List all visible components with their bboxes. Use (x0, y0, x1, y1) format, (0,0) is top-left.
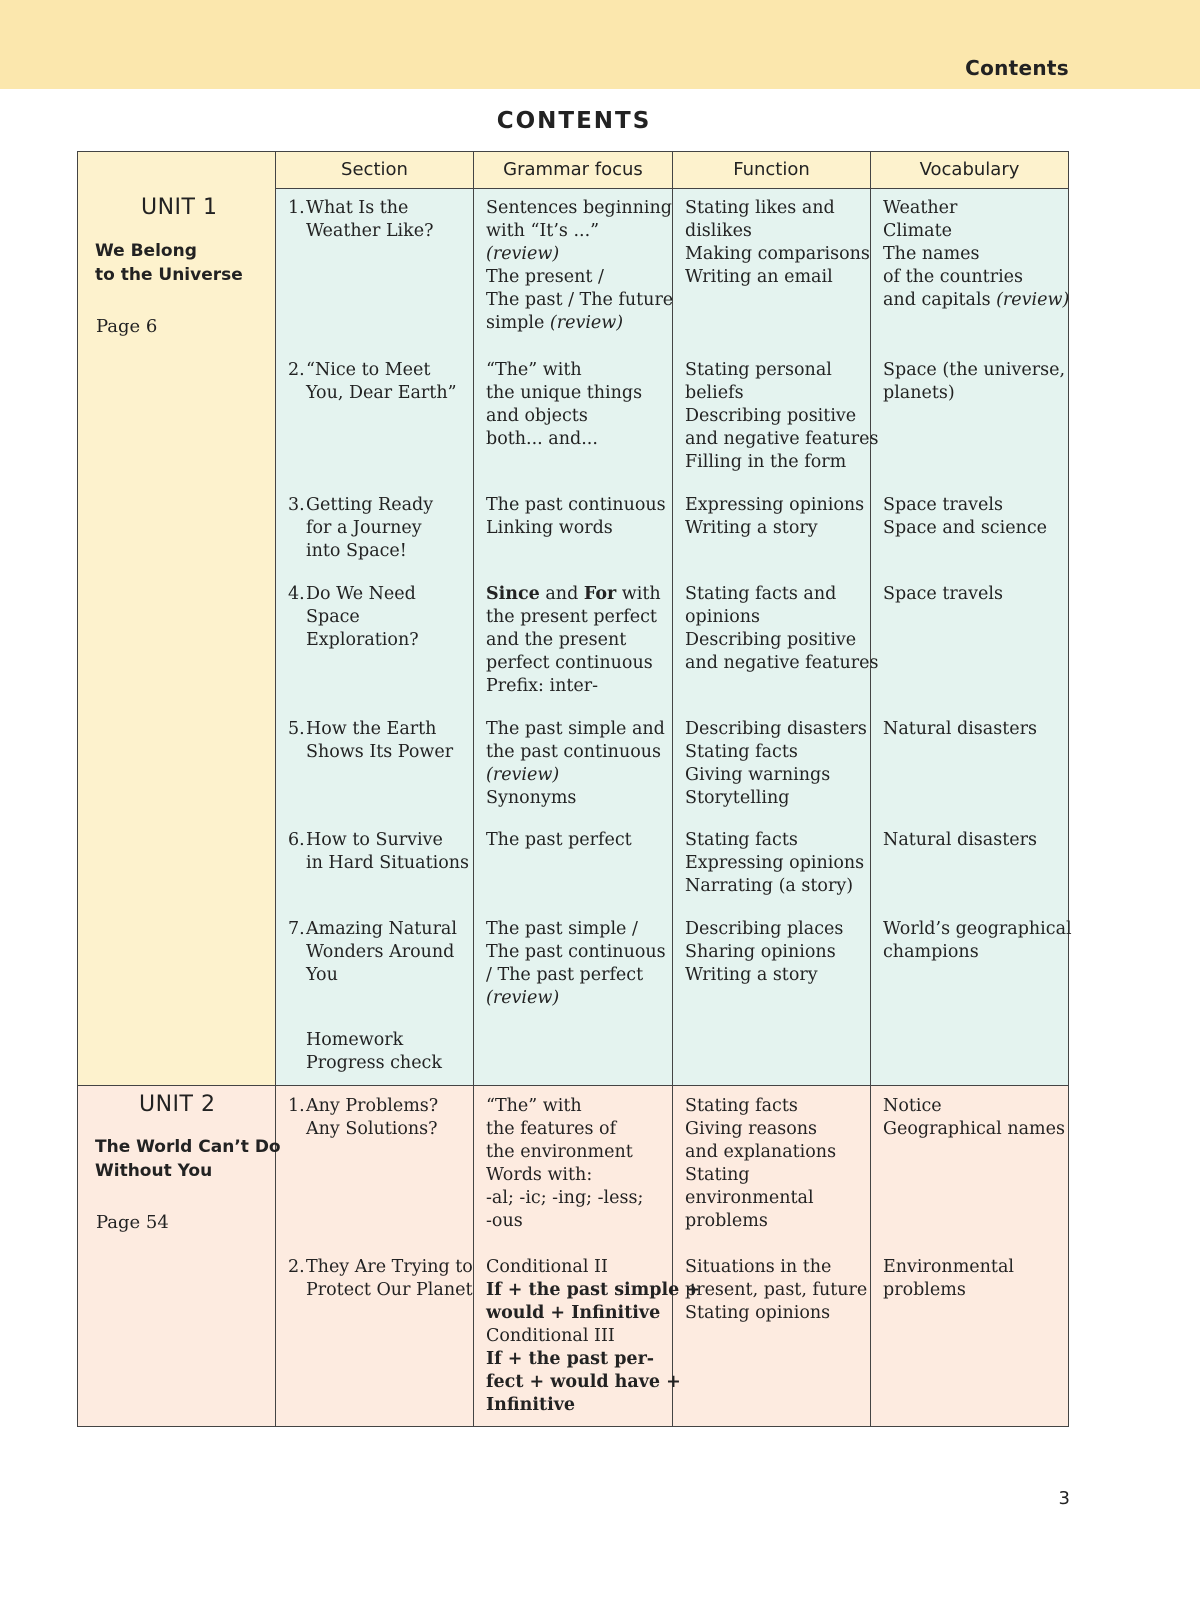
section-cell (288, 359, 457, 405)
text-run: with (616, 584, 661, 604)
grammar-cell (486, 829, 632, 852)
vocabulary-cell (883, 1256, 1014, 1302)
section-cell (288, 494, 433, 563)
grammar-line (486, 1095, 643, 1118)
grammar-line (486, 243, 673, 266)
text-run: Conditional II (486, 1257, 608, 1277)
text-run: and capitals (883, 290, 997, 310)
function-line: Situations in the (685, 1257, 832, 1277)
function-line: Describing positive (685, 406, 857, 426)
section-number: 6. (288, 830, 305, 850)
text-run: Conditional III (486, 1326, 615, 1346)
vocabulary-line (883, 1118, 1065, 1141)
grammar-cell (486, 583, 661, 698)
text-run: the present perfect (486, 607, 657, 627)
function-cell (685, 1256, 867, 1325)
unit-1-page: Page 6 (96, 316, 158, 337)
text-run: / The past perfect (486, 965, 644, 985)
vocabulary-cell (883, 197, 1069, 312)
grammar-line (486, 1210, 643, 1233)
text-run: Natural disasters (883, 719, 1037, 739)
running-head: Contents (965, 56, 1069, 80)
section-title: They Are Trying to Protect Our Planet (306, 1257, 473, 1300)
text-run: Since (486, 584, 540, 604)
function-line: Storytelling (685, 788, 790, 808)
section-number: 5. (288, 719, 305, 739)
function-line: and negative features (685, 653, 879, 673)
text-run: Infinitive (486, 1395, 576, 1415)
section-title: Homework Progress check (306, 1030, 442, 1073)
unit-2-title: UNIT 2 (139, 1092, 216, 1117)
grammar-cell (486, 718, 665, 810)
text-run: the environment (486, 1142, 633, 1162)
section-cell (288, 1029, 442, 1075)
text-run: Geographical names (883, 1119, 1065, 1139)
text-run: (review) (549, 313, 624, 333)
text-run: The past continuous (486, 495, 666, 515)
grammar-cell (486, 1256, 700, 1417)
vocabulary-cell (883, 583, 1003, 606)
text-run: Space and science (883, 518, 1047, 538)
text-run: Linking words (486, 518, 613, 538)
grammar-line (486, 1371, 700, 1394)
function-line: Giving warnings (685, 765, 831, 785)
text-run: Climate (883, 221, 953, 241)
column-header-vocabulary: Vocabulary (870, 151, 1069, 189)
function-line: Stating facts and (685, 584, 837, 604)
text-run: If + the past per- (486, 1349, 655, 1369)
grammar-cell (486, 1095, 643, 1233)
section-number: 1. (288, 1096, 305, 1116)
grammar-line (486, 1279, 700, 1302)
vocabulary-cell (883, 918, 1072, 964)
column-divider (275, 151, 276, 1427)
function-line: Describing places (685, 919, 844, 939)
vocabulary-line (883, 829, 1037, 852)
text-run: (review) (996, 290, 1070, 310)
text-run: The names (883, 244, 980, 264)
vocabulary-line (883, 1095, 1065, 1118)
function-line: Describing disasters (685, 719, 867, 739)
grammar-line (486, 964, 666, 987)
text-run: “The” with (486, 360, 582, 380)
function-line: opinions (685, 607, 760, 627)
text-run: with “It’s ...” (486, 221, 600, 241)
grammar-line (486, 1394, 700, 1417)
function-line: Stating likes and (685, 198, 835, 218)
vocabulary-line (883, 382, 1065, 405)
function-line: Stating opinions (685, 1303, 831, 1323)
vocabulary-line (883, 359, 1065, 382)
text-run: champions (883, 942, 979, 962)
section-number: 4. (288, 584, 305, 604)
text-run: The past perfect (486, 830, 632, 850)
vocabulary-line (883, 918, 1072, 941)
section-title: How to Survive in Hard Situations (306, 830, 469, 873)
grammar-line (486, 1141, 643, 1164)
grammar-line (486, 494, 666, 517)
vocabulary-line (883, 583, 1003, 606)
text-run: World’s geographical (883, 919, 1072, 939)
text-run: Environmental (883, 1257, 1014, 1277)
function-line: Writing a story (685, 965, 818, 985)
section-number: 1. (288, 198, 305, 218)
function-line: Writing a story (685, 518, 818, 538)
text-run: Space (the universe, (883, 360, 1066, 380)
column-header-function: Function (672, 151, 871, 189)
vocabulary-line (883, 1279, 1014, 1302)
function-cell (685, 197, 870, 289)
text-run: Sentences beginning (486, 198, 672, 218)
text-run: problems (883, 1280, 966, 1300)
text-run: Space travels (883, 495, 1003, 515)
function-line: present, past, future (685, 1280, 868, 1300)
grammar-line (486, 266, 673, 289)
text-run: the features of (486, 1119, 617, 1139)
unit-2-subtitle: The World Can’t Do Without You (95, 1137, 281, 1181)
text-run: (review) (486, 244, 560, 264)
vocabulary-line (883, 243, 1069, 266)
text-run: “The” with (486, 1096, 582, 1116)
grammar-line (486, 359, 642, 382)
grammar-line (486, 583, 661, 606)
grammar-line (486, 987, 666, 1010)
text-run: For (583, 584, 617, 604)
grammar-line (486, 718, 665, 741)
section-title: “Nice to Meet You, Dear Earth” (306, 360, 457, 403)
grammar-line (486, 1164, 643, 1187)
section-cell (288, 197, 434, 243)
vocabulary-cell (883, 718, 1037, 741)
text-run: Space travels (883, 584, 1003, 604)
section-title: Any Problems? Any Solutions? (306, 1096, 439, 1139)
text-run: and (539, 584, 584, 604)
section-cell (288, 918, 457, 987)
text-run: The present / (486, 267, 604, 287)
text-run: Natural disasters (883, 830, 1037, 850)
unit-divider (77, 1085, 1069, 1086)
function-line: and explanations (685, 1142, 837, 1162)
vocabulary-line (883, 718, 1037, 741)
vocabulary-line (883, 1256, 1014, 1279)
vocabulary-line (883, 941, 1072, 964)
section-title: Amazing Natural Wonders Around You (306, 919, 457, 985)
text-run: the unique things (486, 383, 643, 403)
section-title: Do We Need Space Exploration? (306, 584, 419, 650)
function-line: Giving reasons (685, 1119, 818, 1139)
function-line: Sharing opinions (685, 942, 836, 962)
vocabulary-line (883, 197, 1069, 220)
grammar-line (486, 220, 673, 243)
text-run: (review) (486, 988, 560, 1008)
function-line: Expressing opinions (685, 853, 865, 873)
grammar-line (486, 675, 661, 698)
column-divider (870, 151, 871, 1427)
function-line: and negative features (685, 429, 879, 449)
column-header-section: Section (275, 151, 474, 189)
function-cell (685, 1095, 836, 1233)
section-cell (288, 1095, 438, 1141)
section-number: 3. (288, 495, 305, 515)
text-run: perfect continuous (486, 653, 653, 673)
grammar-cell (486, 494, 666, 540)
unit-1-title: UNIT 1 (141, 195, 218, 220)
text-run: of the countries (883, 267, 1024, 287)
grammar-line (486, 1118, 643, 1141)
function-line: problems (685, 1211, 768, 1231)
page-title: CONTENTS (496, 108, 652, 134)
function-line: Stating facts (685, 742, 798, 762)
function-cell (685, 718, 867, 810)
text-run: The past / The future (486, 290, 674, 310)
grammar-line (486, 829, 632, 852)
text-run: The past continuous (486, 942, 666, 962)
text-run: planets) (883, 383, 955, 403)
vocabulary-line (883, 494, 1047, 517)
text-run: would + Infinitive (486, 1303, 661, 1323)
section-title: How the Earth Shows Its Power (306, 719, 454, 762)
text-run: fect + would have + (486, 1372, 681, 1392)
text-run: Notice (883, 1096, 942, 1116)
function-line: Filling in the form (685, 452, 847, 472)
function-line: Stating facts (685, 830, 798, 850)
text-run: Words with: (486, 1165, 593, 1185)
text-run: and objects (486, 406, 588, 426)
column-divider (672, 151, 673, 1427)
text-run: The past simple / (486, 919, 638, 939)
function-cell (685, 918, 843, 987)
page-number: 3 (1058, 1488, 1070, 1509)
grammar-cell (486, 197, 673, 335)
section-number: 7. (288, 919, 305, 939)
grammar-line (486, 652, 661, 675)
column-header-grammar: Grammar focus (473, 151, 673, 189)
text-run: Synonyms (486, 788, 577, 808)
grammar-line (486, 197, 673, 220)
vocabulary-cell (883, 359, 1065, 405)
function-cell (685, 359, 878, 474)
grammar-line (486, 941, 666, 964)
grammar-line (486, 1325, 700, 1348)
function-line: environmental (685, 1188, 814, 1208)
grammar-line (486, 787, 665, 810)
text-run: and the present (486, 630, 627, 650)
vocabulary-line (883, 266, 1069, 289)
grammar-line (486, 606, 661, 629)
grammar-line (486, 1256, 700, 1279)
section-cell (288, 829, 469, 875)
function-cell (685, 829, 864, 898)
grammar-line (486, 629, 661, 652)
vocabulary-line (883, 289, 1069, 312)
function-line: Stating facts (685, 1096, 798, 1116)
grammar-line (486, 428, 642, 451)
text-run: The past simple and (486, 719, 665, 739)
function-line: Describing positive (685, 630, 857, 650)
grammar-line (486, 405, 642, 428)
text-run: the past continuous (486, 742, 661, 762)
grammar-line (486, 517, 666, 540)
function-line: Expressing opinions (685, 495, 865, 515)
section-title: What Is the Weather Like? (306, 198, 434, 241)
grammar-line (486, 1348, 700, 1371)
function-line: Writing an email (685, 267, 833, 287)
column-divider (473, 151, 474, 1427)
text-run: -al; -ic; -ing; -less; (486, 1188, 644, 1208)
vocabulary-line (883, 220, 1069, 243)
vocabulary-cell (883, 494, 1047, 540)
grammar-cell (486, 918, 666, 1010)
function-line: dislikes (685, 221, 752, 241)
unit-1-subtitle: We Belong to the Universe (95, 241, 243, 285)
text-run: If + the past simple + (486, 1280, 700, 1300)
section-number: 2. (288, 1257, 305, 1277)
function-line: Narrating (a story) (685, 876, 854, 896)
unit-2-page: Page 54 (96, 1212, 169, 1233)
text-run: both... and... (486, 429, 598, 449)
vocabulary-cell (883, 1095, 1065, 1141)
function-line: Stating personal (685, 360, 832, 380)
vocabulary-line (883, 517, 1047, 540)
text-run: -ous (486, 1211, 523, 1231)
section-title: Getting Ready for a Journey into Space! (306, 495, 434, 561)
text-run: Prefix: inter- (486, 676, 599, 696)
grammar-line (486, 764, 665, 787)
grammar-line (486, 741, 665, 764)
section-cell (288, 718, 453, 764)
grammar-line (486, 312, 673, 335)
section-number: 2. (288, 360, 305, 380)
function-line: beliefs (685, 383, 744, 403)
function-cell (685, 494, 864, 540)
function-line: Stating (685, 1165, 750, 1185)
grammar-line (486, 1187, 643, 1210)
grammar-line (486, 382, 642, 405)
grammar-line (486, 1302, 700, 1325)
function-cell (685, 583, 878, 675)
section-cell (288, 583, 419, 652)
text-run: (review) (486, 765, 560, 785)
text-run: Weather (883, 198, 958, 218)
section-cell (288, 1256, 473, 1302)
grammar-cell (486, 359, 642, 451)
grammar-line (486, 289, 673, 312)
function-line: Making comparisons (685, 244, 870, 264)
vocabulary-cell (883, 829, 1037, 852)
text-run: simple (486, 313, 550, 333)
grammar-line (486, 918, 666, 941)
